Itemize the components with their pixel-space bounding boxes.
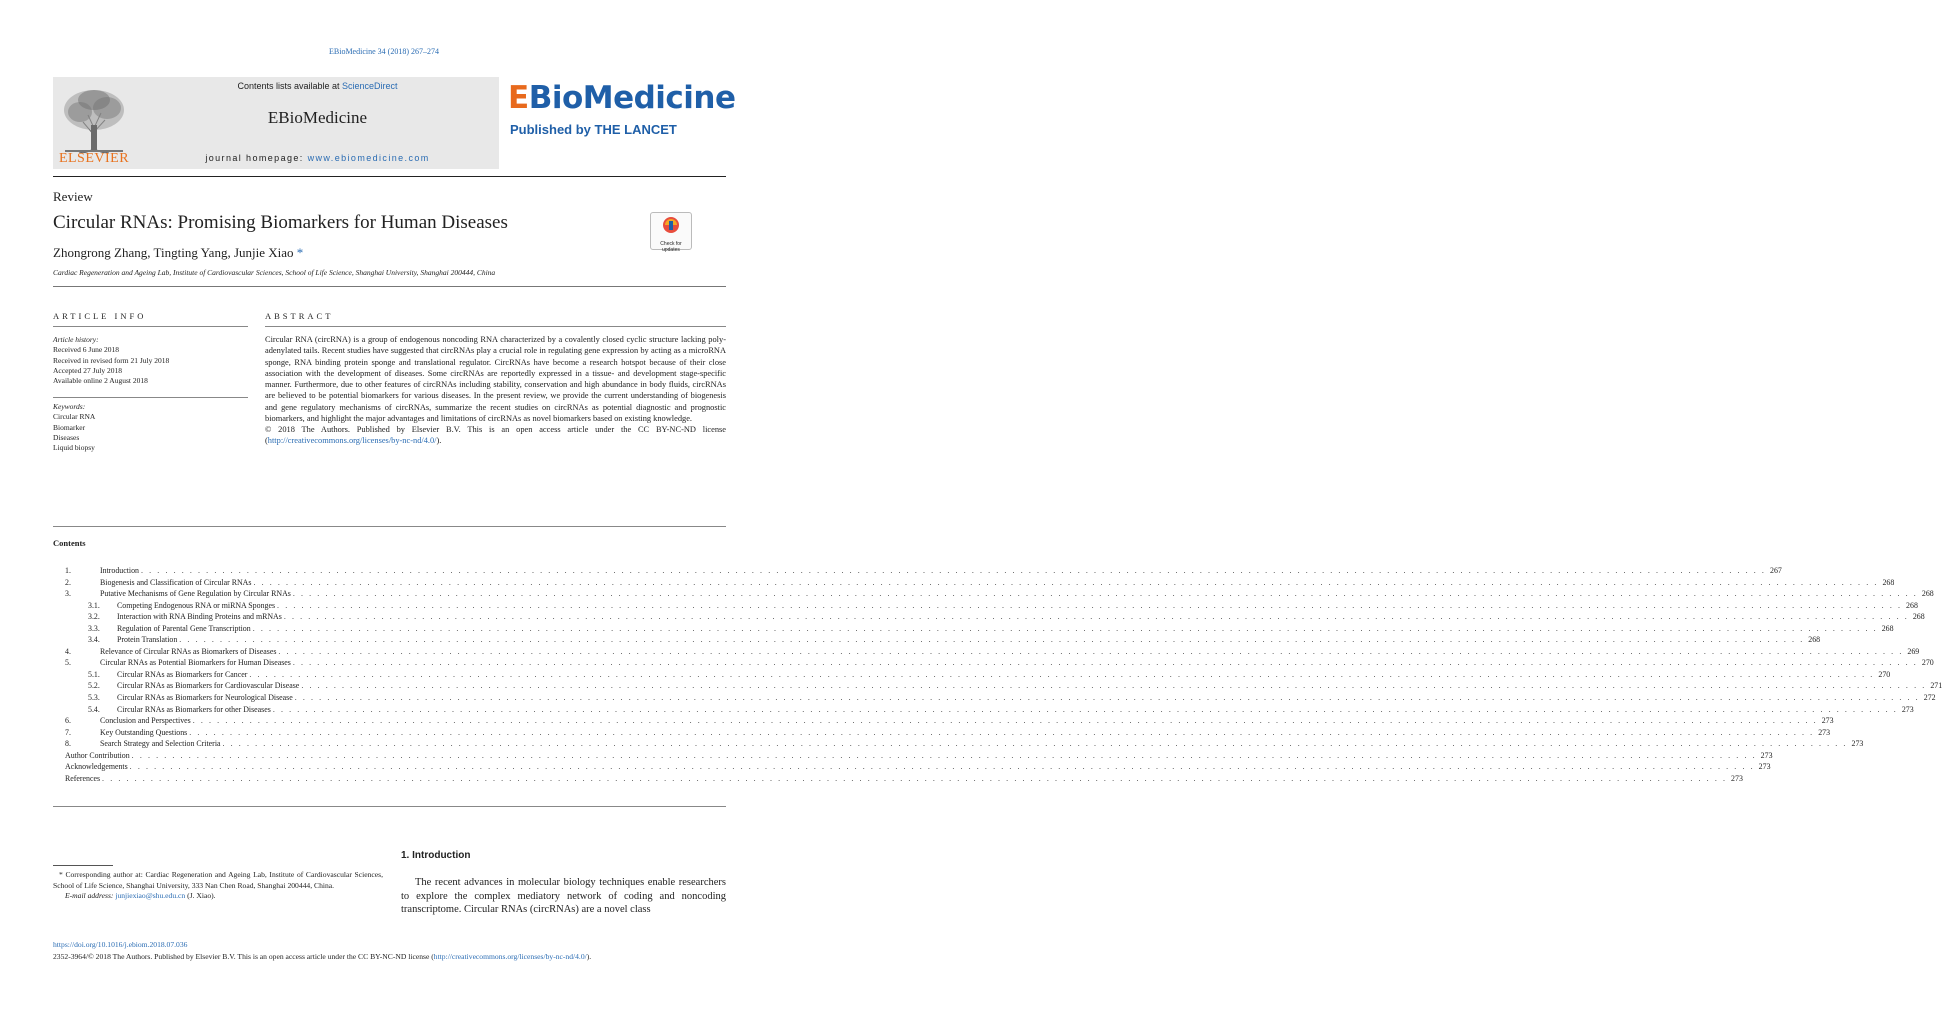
journal-reference[interactable]: EBioMedicine 34 (2018) 267–274 (329, 47, 439, 56)
keyword-item: Biomarker (53, 422, 86, 432)
toc-number: 6. (65, 716, 71, 726)
toc-label: Introduction (100, 566, 140, 575)
toc-entry[interactable] (53, 715, 1834, 727)
toc-entry[interactable] (53, 692, 1936, 704)
article-title: Circular RNAs: Promising Biomarkers for Human Diseases (53, 212, 508, 233)
ebiomedicine-brand-logo (508, 80, 736, 116)
toc-entry[interactable] (53, 727, 1831, 739)
author-list (53, 245, 303, 261)
abstract-text: Circular RNA (circRNA) is a group of endogenous noncoding RNA characterized by a covalently closed cyclic structure lacking poly-adenylated tails. Recent studies have suggested that circRNAs play a crucial role in regulating gene expression by acting as a microRNA sponge, RNA binding protein sponge and translational regulator. CircRNAs have become a research hotspot because of their close association with the development of diseases. Some circRNAs are reportedly expressed in a tissue- and development stage-specific manner. Furthermore, due to other features of circRNAs including stability, conservation and high abundance in body fluids, circRNAs are believed to be potential biomarkers for various diseases. In the present review, we provide the current understanding of biogenesis and gene regulatory mechanisms of circRNAs, summarize the recent studies on circRNAs as potential diagnostic and prognostic biomarkers, and highlight the major advantages and limitations of circRNAs as novel biomarkers based on existing knowledge. (265, 335, 726, 423)
toc-number: 2. (65, 577, 71, 587)
journal-homepage (140, 153, 495, 163)
toc-label: Competing Endogenous RNA or miRNA Sponges (117, 600, 276, 610)
abstract-license-link[interactable]: http://creativecommons.org/licenses/by-nc-nd/4.0/ (267, 436, 437, 446)
toc-label: Circular RNAs as Biomarkers for Neurological Disease (117, 693, 293, 703)
toc-entry[interactable] (53, 600, 1918, 612)
table-of-contents (53, 565, 1942, 784)
keyword-item: Diseases (53, 432, 80, 442)
footnote-text: * Corresponding author at: Cardiac Regeneration and Ageing Lab, Institute of Cardiovascular Sciences, School of Life Science, Shanghai University, 333 Nan Chen Road, Shanghai 200444, China. (53, 870, 383, 890)
bottom-license-link[interactable]: http://creativecommons.org/licenses/by-nc-nd/4.0/ (433, 952, 587, 961)
toc-leader-dots: . . . . . . . . . . . . . . . . . . . . . . . . . . . . . . . . . . . . . . . . . . . . . . . . . . . . . . . . . . . . . . . . . . . . . . . . . . . . . . . . . . . . . . . . . . . . . . . . . . . . . . . . . . . . . . . . . . . . . . . . . . . . . . . . . . . . . . . . . . . . . . . . . . . . . . . . . . . . . . . . . . . . . . . . . . . . . . . . . . . . . . . . . . . . . . . . . . . . . . . . (222, 739, 1848, 749)
article-info-heading: ARTICLE INFO (53, 311, 147, 321)
toc-leader-dots: . . . . . . . . . . . . . . . . . . . . . . . . . . . . . . . . . . . . . . . . . . . . . . . . . . . . . . . . . . . . . . . . . . . . . . . . . . . . . . . . . . . . . . . . . . . . . . . . . . . . . . . . . . . . . . . . . . . . . . . . . . . . . . . . . . . . . . . . . . . . . . . . . . . . . . . . . . . . . . . . . . . . . . . . . . . . . . . . . . . . . . . . . . . . . . . . . . . . . . . . (278, 646, 1904, 656)
toc-label: Protein Translation (117, 635, 178, 645)
keyword-item: Liquid biopsy (53, 443, 95, 453)
toc-entry[interactable] (53, 623, 1894, 635)
toc-entry[interactable] (53, 773, 1743, 785)
toc-label: Circular RNAs as Potential Biomarkers for Human Diseases (100, 658, 291, 668)
toc-label: Circular RNAs as Biomarkers for Cancer (117, 669, 248, 679)
brand-rest: BioMedicine (528, 80, 736, 116)
corresponding-author-mark[interactable]: * (296, 245, 304, 260)
toc-page: 268 (1882, 577, 1895, 587)
toc-leader-dots: . . . . . . . . . . . . . . . . . . . . . . . . . . . . . . . . . . . . . . . . . . . . . . . . . . . . . . . . . . . . . . . . . . . . . . . . . . . . . . . . . . . . . . . . . . . . . . . . . . . . . . . . . . . . . . . . . . . . . . . . . . . . . . . . . . . . . . . . . . . . . . . . . . . . . . . . . . . . . . . . . . . . . . . . . . . . . . . . . . . . . . . . . . . . . . . . . . . . . . . . (292, 589, 1918, 599)
toc-number: 3.2. (88, 612, 100, 622)
toc-entry[interactable] (53, 738, 1864, 750)
published-by-lancet: Published by THE LANCET (510, 122, 677, 137)
toc-number: 4. (65, 646, 71, 656)
toc-leader-dots: . . . . . . . . . . . . . . . . . . . . . . . . . . . . . . . . . . . . . . . . . . . . . . . . . . . . . . . . . . . . . . . . . . . . . . . . . . . . . . . . . . . . . . . . . . . . . . . . . . . . . . . . . . . . . . . . . . . . . . . . . . . . . . . . . . . . . . . . . . . . . . . . . . . . . . . . . . . . . . . . . . . . . . . . . . . . . . . . . . . . . . . . . . . . . . . . . . . . . . . . (272, 704, 1898, 714)
toc-number: 3.3. (88, 623, 100, 633)
toc-label: Regulation of Parental Gene Transcription (117, 623, 251, 633)
toc-leader-dots: . . . . . . . . . . . . . . . . . . . . . . . . . . . . . . . . . . . . . . . . . . . . . . . . . . . . . . . . . . . . . . . . . . . . . . . . . . . . . . . . . . . . . . . . . . . . . . . . . . . . . . . . . . . . . . . . . . . . . . . . . . . . . . . . . . . . . . . . . . . . . . . . . . . . . . . . . . . . . . . . . . . . . . . . . . . . . . . . . . . . . . . . . . . . . . . . . . . . . . . . (141, 566, 1767, 575)
toc-leader-dots: . . . . . . . . . . . . . . . . . . . . . . . . . . . . . . . . . . . . . . . . . . . . . . . . . . . . . . . . . . . . . . . . . . . . . . . . . . . . . . . . . . . . . . . . . . . . . . . . . . . . . . . . . . . . . . . . . . . . . . . . . . . . . . . . . . . . . . . . . . . . . . . . . . . . . . . . . . . . . . . . . . . . . . . . . . . . . . . . . . . . . . . . . . . . . . . . . . . . . . . . (189, 727, 1815, 737)
toc-leader-dots: . . . . . . . . . . . . . . . . . . . . . . . . . . . . . . . . . . . . . . . . . . . . . . . . . . . . . . . . . . . . . . . . . . . . . . . . . . . . . . . . . . . . . . . . . . . . . . . . . . . . . . . . . . . . . . . . . . . . . . . . . . . . . . . . . . . . . . . . . . . . . . . . . . . . . . . . . . . . . . . . . . . . . . . . . . . . . . . . . . . . . . . . . . . . . . . . . . . . . . . . (294, 693, 1920, 703)
toc-page: 270 (1878, 669, 1891, 679)
toc-number: 5.3. (88, 693, 100, 703)
check-for-updates-button[interactable] (650, 212, 692, 253)
check-updates-icon (651, 213, 691, 237)
author-email-link[interactable]: junjiexiao@shu.edu.cn (115, 891, 186, 901)
toc-leader-dots: . . . . . . . . . . . . . . . . . . . . . . . . . . . . . . . . . . . . . . . . . . . . . . . . . . . . . . . . . . . . . . . . . . . . . . . . . . . . . . . . . . . . . . . . . . . . . . . . . . . . . . . . . . . . . . . . . . . . . . . . . . . . . . . . . . . . . . . . . . . . . . . . . . . . . . . . . . . . . . . . . . . . . . . . . . . . . . . . . . . . . . . . . . . . . . . . . . . . . . . . (277, 600, 1903, 610)
toc-page: 268 (1906, 600, 1918, 610)
contents-rule-top (53, 526, 726, 527)
toc-page: 273 (1821, 716, 1834, 726)
toc-number: 5.1. (88, 669, 100, 679)
toc-leader-dots: . . . . . . . . . . . . . . . . . . . . . . . . . . . . . . . . . . . . . . . . . . . . . . . . . . . . . . . . . . . . . . . . . . . . . . . . . . . . . . . . . . . . . . . . . . . . . . . . . . . . . . . . . . . . . . . . . . . . . . . . . . . . . . . . . . . . . . . . . . . . . . . . . . . . . . . . . . . . . . . . . . . . . . . . . . . . . . . . . . . . . . . . . . . . . . . . . . . . . . . . (131, 750, 1757, 760)
toc-page: 268 (1912, 612, 1925, 622)
toc-number: 1. (65, 566, 71, 575)
toc-entry[interactable] (53, 761, 1771, 773)
toc-label: Author Contribution (65, 750, 130, 760)
journal-name: EBioMedicine (267, 108, 368, 127)
contents-available (140, 81, 495, 91)
contents-prefix: Contents lists available at (237, 81, 343, 91)
check-updates-label: Check for updates (660, 241, 682, 253)
toc-label: Acknowledgements (65, 762, 128, 772)
toc-label: Circular RNAs as Biomarkers for Cardiovascular Disease (117, 681, 300, 691)
article-history (53, 335, 169, 386)
toc-entry[interactable] (53, 646, 1920, 658)
toc-entry[interactable] (53, 657, 1934, 669)
toc-page: 272 (1923, 693, 1936, 703)
toc-entry[interactable] (53, 680, 1942, 692)
abstract-body (265, 334, 726, 447)
toc-leader-dots: . . . . . . . . . . . . . . . . . . . . . . . . . . . . . . . . . . . . . . . . . . . . . . . . . . . . . . . . . . . . . . . . . . . . . . . . . . . . . . . . . . . . . . . . . . . . . . . . . . . . . . . . . . . . . . . . . . . . . . . . . . . . . . . . . . . . . . . . . . . . . . . . . . . . . . . . . . . . . . . . . . . . . . . . . . . . . . . . . . . . . . . . . . . . . . . . . . . . . . . . (102, 773, 1728, 783)
toc-leader-dots: . . . . . . . . . . . . . . . . . . . . . . . . . . . . . . . . . . . . . . . . . . . . . . . . . . . . . . . . . . . . . . . . . . . . . . . . . . . . . . . . . . . . . . . . . . . . . . . . . . . . . . . . . . . . . . . . . . . . . . . . . . . . . . . . . . . . . . . . . . . . . . . . . . . . . . . . . . . . . . . . . . . . . . . . . . . . . . . . . . . . . . . . . . . . . . . . . . . . . . . . (129, 762, 1755, 772)
keywords-label: Keywords: (53, 402, 86, 411)
homepage-prefix: journal homepage: (205, 153, 308, 163)
keyword-item: Circular RNA (53, 412, 96, 422)
toc-entry[interactable] (53, 565, 1782, 577)
introduction-text: The recent advances in molecular biology techniques enable researchers to explore the complex mediatory network of coding and noncoding transcriptome. Circular RNAs (circRNAs) are a novel class (401, 877, 726, 915)
introduction-heading: 1. Introduction (401, 850, 471, 861)
toc-entry[interactable] (53, 669, 1891, 681)
abstract-heading: ABSTRACT (265, 311, 334, 321)
toc-label: Putative Mechanisms of Gene Regulation by Circular RNAs (100, 589, 291, 599)
elsevier-wordmark: ELSEVIER (58, 151, 130, 166)
footnote-rule (53, 865, 113, 866)
toc-number: 5.2. (88, 681, 100, 691)
toc-page: 273 (1758, 762, 1771, 772)
contents-rule-bottom (53, 806, 726, 807)
contents-title: Contents (53, 538, 86, 548)
toc-label: Conclusion and Perspectives (100, 716, 191, 726)
toc-number: 5. (65, 658, 71, 668)
toc-page: 267 (1770, 566, 1782, 575)
toc-page: 271 (1930, 681, 1942, 691)
toc-entry[interactable] (53, 704, 1914, 716)
toc-page: 273 (1851, 739, 1864, 749)
toc-number: 7. (65, 727, 71, 737)
affiliation: Cardiac Regeneration and Ageing Lab, Institute of Cardiovascular Sciences, School of Life Science, Shanghai University, Shanghai 200444, China (53, 268, 496, 277)
toc-leader-dots: . . . . . . . . . . . . . . . . . . . . . . . . . . . . . . . . . . . . . . . . . . . . . . . . . . . . . . . . . . . . . . . . . . . . . . . . . . . . . . . . . . . . . . . . . . . . . . . . . . . . . . . . . . . . . . . . . . . . . . . . . . . . . . . . . . . . . . . . . . . . . . . . . . . . . . . . . . . . . . . . . . . . . . . . . . . . . . . . . . . . . . . . . . . . . . . . . . . . . . . . (179, 635, 1805, 645)
abstract-rule (265, 326, 726, 327)
keywords-rule (53, 397, 248, 398)
toc-page: 273 (1818, 727, 1831, 737)
homepage-link[interactable]: www.ebiomedicine.com (307, 153, 430, 163)
toc-leader-dots: . . . . . . . . . . . . . . . . . . . . . . . . . . . . . . . . . . . . . . . . . . . . . . . . . . . . . . . . . . . . . . . . . . . . . . . . . . . . . . . . . . . . . . . . . . . . . . . . . . . . . . . . . . . . . . . . . . . . . . . . . . . . . . . . . . . . . . . . . . . . . . . . . . . . . . . . . . . . . . . . . . . . . . . . . . . . . . . . . . . . . . . . . . . . . . . . . . . . . . . . (252, 623, 1878, 633)
doi-link[interactable]: https://doi.org/10.1016/j.ebiom.2018.07.036 (53, 940, 188, 949)
toc-page: 269 (1907, 646, 1920, 656)
history-revised: Received in revised form 21 July 2018 (53, 355, 170, 365)
toc-page: 268 (1921, 589, 1934, 599)
history-accepted: Accepted 27 July 2018 (53, 365, 122, 375)
toc-leader-dots: . . . . . . . . . . . . . . . . . . . . . . . . . . . . . . . . . . . . . . . . . . . . . . . . . . . . . . . . . . . . . . . . . . . . . . . . . . . . . . . . . . . . . . . . . . . . . . . . . . . . . . . . . . . . . . . . . . . . . . . . . . . . . . . . . . . . . . . . . . . . . . . . . . . . . . . . . . . . . . . . . . . . . . . . . . . . . . . . . . . . . . . . . . . . . . . . . . . . . . . . (283, 612, 1909, 622)
toc-entry[interactable] (53, 634, 1821, 646)
toc-number: 3.4. (88, 635, 100, 645)
toc-page: 270 (1921, 658, 1934, 668)
bottom-copyright: 2352-3964/© 2018 The Authors. Published by Elsevier B.V. This is an open access article under the CC BY-NC-ND license (http://creativecommons.org/licenses/by-nc-nd/4.0/). (53, 952, 592, 961)
toc-leader-dots: . . . . . . . . . . . . . . . . . . . . . . . . . . . . . . . . . . . . . . . . . . . . . . . . . . . . . . . . . . . . . . . . . . . . . . . . . . . . . . . . . . . . . . . . . . . . . . . . . . . . . . . . . . . . . . . . . . . . . . . . . . . . . . . . . . . . . . . . . . . . . . . . . . . . . . . . . . . . . . . . . . . . . . . . . . . . . . . . . . . . . . . . . . . . . . . . . . . . . . . . (253, 577, 1879, 587)
toc-number: 3. (65, 589, 71, 599)
toc-entry[interactable] (53, 588, 1934, 600)
footnote-email: E-mail address: junjiexiao@shu.edu.cn (J. Xiao). (65, 891, 216, 901)
article-info-rule (53, 326, 248, 327)
title-divider (53, 286, 726, 287)
toc-page: 273 (1901, 704, 1914, 714)
toc-number: 3.1. (88, 600, 100, 610)
authors-names: Zhongrong Zhang, Tingting Yang, Junjie Xiao (53, 245, 294, 260)
toc-label: Relevance of Circular RNAs as Biomarkers of Diseases (100, 646, 277, 656)
toc-page: 273 (1731, 773, 1743, 783)
keywords (53, 402, 95, 453)
history-online: Available online 2 August 2018 (53, 376, 148, 386)
toc-label: Interaction with RNA Binding Proteins and mRNAs (117, 612, 282, 622)
toc-leader-dots: . . . . . . . . . . . . . . . . . . . . . . . . . . . . . . . . . . . . . . . . . . . . . . . . . . . . . . . . . . . . . . . . . . . . . . . . . . . . . . . . . . . . . . . . . . . . . . . . . . . . . . . . . . . . . . . . . . . . . . . . . . . . . . . . . . . . . . . . . . . . . . . . . . . . . . . . . . . . . . . . . . . . . . . . . . . . . . . . . . . . . . . . . . . . . . . . . . . . . . . . (292, 658, 1918, 668)
toc-page: 273 (1760, 750, 1773, 760)
sciencedirect-link[interactable]: ScienceDirect (342, 81, 398, 91)
history-received: Received 6 June 2018 (53, 345, 120, 355)
toc-label: Search Strategy and Selection Criteria (100, 739, 221, 749)
toc-number: 5.4. (88, 704, 100, 714)
toc-label: Key Outstanding Questions (100, 727, 188, 737)
toc-entry[interactable] (53, 577, 1895, 589)
toc-entry[interactable] (53, 611, 1925, 623)
toc-leader-dots: . . . . . . . . . . . . . . . . . . . . . . . . . . . . . . . . . . . . . . . . . . . . . . . . . . . . . . . . . . . . . . . . . . . . . . . . . . . . . . . . . . . . . . . . . . . . . . . . . . . . . . . . . . . . . . . . . . . . . . . . . . . . . . . . . . . . . . . . . . . . . . . . . . . . . . . . . . . . . . . . . . . . . . . . . . . . . . . . . . . . . . . . . . . . . . . . . . . . . . . . (192, 716, 1818, 726)
header-divider (53, 176, 726, 177)
toc-number: 8. (65, 739, 71, 749)
toc-label: References (65, 773, 101, 783)
corresponding-author-footnote (53, 870, 383, 902)
article-type: Review (53, 189, 93, 204)
toc-entry[interactable] (53, 750, 1773, 762)
toc-leader-dots: . . . . . . . . . . . . . . . . . . . . . . . . . . . . . . . . . . . . . . . . . . . . . . . . . . . . . . . . . . . . . . . . . . . . . . . . . . . . . . . . . . . . . . . . . . . . . . . . . . . . . . . . . . . . . . . . . . . . . . . . . . . . . . . . . . . . . . . . . . . . . . . . . . . . . . . . . . . . . . . . . . . . . . . . . . . . . . . . . . . . . . . . . . . . . . . . . . . . . . . . (249, 669, 1875, 679)
abstract-copyright: © 2018 The Authors. Published by Elsevier B.V. This is an open access article under the CC BY-NC-ND license (http://creativecommons.org/licenses/by-nc-nd/4.0/). (265, 425, 726, 446)
brand-letter-e: E (508, 80, 529, 116)
toc-page: 268 (1881, 623, 1894, 633)
toc-page: 268 (1808, 635, 1821, 645)
toc-leader-dots: . . . . . . . . . . . . . . . . . . . . . . . . . . . . . . . . . . . . . . . . . . . . . . . . . . . . . . . . . . . . . . . . . . . . . . . . . . . . . . . . . . . . . . . . . . . . . . . . . . . . . . . . . . . . . . . . . . . . . . . . . . . . . . . . . . . . . . . . . . . . . . . . . . . . . . . . . . . . . . . . . . . . . . . . . . . . . . . . . . . . . . . . . . . . . . . . . . . . . . . . (301, 681, 1927, 691)
history-label: Article history: (53, 335, 99, 344)
toc-label: Biogenesis and Classification of Circular RNAs (100, 577, 252, 587)
toc-label: Circular RNAs as Biomarkers for other Diseases (117, 704, 271, 714)
